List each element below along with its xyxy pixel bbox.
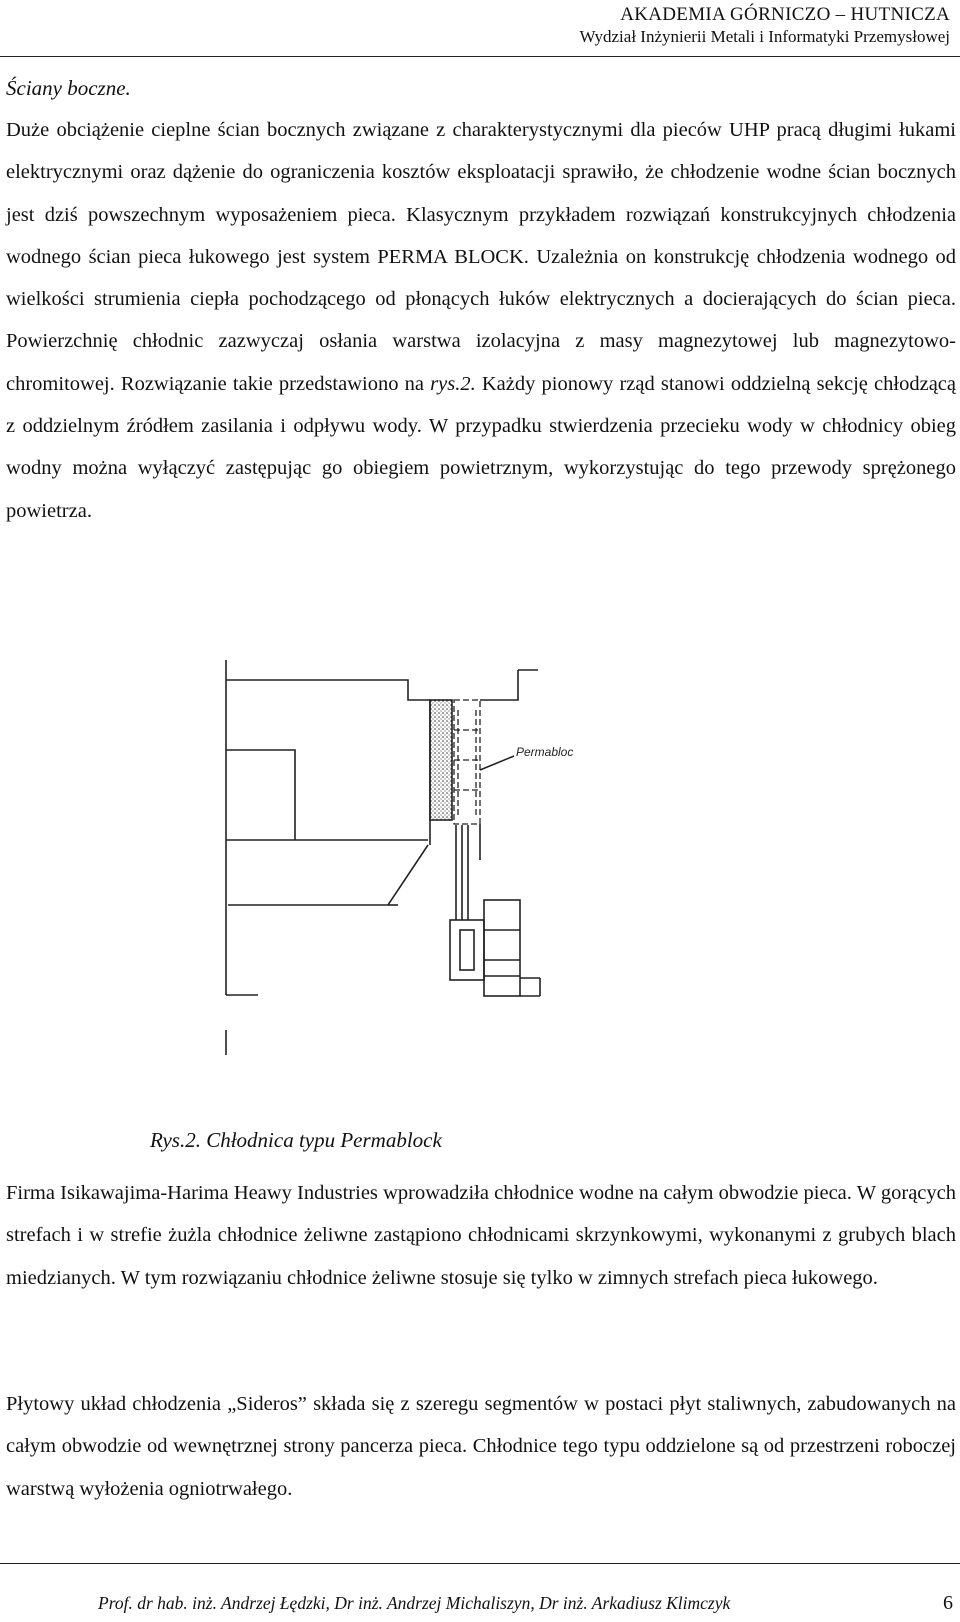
faculty-name: Wydział Inżynierii Metali i Informatyki Przemysłowej [579,27,950,46]
figure-reference: rys.2. [430,372,476,395]
permablock-drawing [218,660,678,1060]
technical-drawing [218,660,678,1060]
paragraph-side-walls [6,109,956,532]
footer-authors: Prof. dr hab. inż. Andrzej Łędzki, Dr inż. Andrzej Michaliszyn, Dr inż. Arkadiusz Klimczyk [98,1593,731,1613]
university-name: AKADEMIA GÓRNICZO – HUTNICZA [620,4,950,25]
page-number: 6 [943,1592,953,1614]
header-rule [0,56,960,57]
paragraph-text: Duże obciążenie cieplne ścian bocznych związane z charakterystycznymi dla pieców UHP pracą długimi łukami elektrycznymi oraz dążenie do ograniczenia kosztów eksploatacji sprawiło, że chłodzenie wodne ścian bocznych jest dziś powszechnym wyposażeniem pieca. Klasycznym przykładem rozwiązań konstrukcyjnych chłodzenia wodnego ścian pieca łukowego jest system PERMA BLOCK. Uzależnia on konstrukcję chłodzenia wodnego od wielkości strumienia ciepła pochodzącego od płonących łuków elektrycznych a docierających do ścian pieca. Powierzchnię chłodnic zazwyczaj osłania warstwa izolacyjna z masy magnezytowej lub magnezytowo-chromitowej. Rozwiązanie takie przedstawiono na [6,119,956,395]
paragraph-sideros: Płytowy układ chłodzenia „Sideros” składa się z szeregu segmentów w postaci płyt staliwnych, zabudowanych na całym obwodzie od wewnętrznej strony pancerza pieca. Chłodnice tego typu oddzielone są od przestrzeni roboczej warstwą wyłożenia ogniotrwałego. [6,1393,956,1500]
section-title: Ściany boczne. [6,76,131,100]
paragraph-text: Każdy pionowy rząd stanowi oddzielną sekcję chłodzącą z oddzielnym źródłem zasilania i odpływu wody. W przypadku stwierdzenia przecieku wody w chłodnicy obieg wodny można wyłączyć zastępując go obiegiem powietrznym, wykorzystując do tego przewody sprężonego powietrza. [6,372,956,522]
figure-caption: Rys.2. Chłodnica typu Permablock [150,1128,442,1152]
page-header [350,4,950,48]
paragraph-ihi-coolers: Firma Isikawajima-Harima Heawy Industries wprowadziła chłodnice wodne na całym obwodzie pieca. W gorących strefach i w strefie żużla chłodnice żeliwne zastąpiono chłodnicami skrzynkowymi, wykonanymi z grubych blach miedzianych. W tym rozwiązaniu chłodnice żeliwne stosuje się tylko w zimnych strefach pieca łukowego. [6,1182,956,1289]
footer-rule [0,1563,960,1564]
figure-label: Permabloc [516,745,574,759]
